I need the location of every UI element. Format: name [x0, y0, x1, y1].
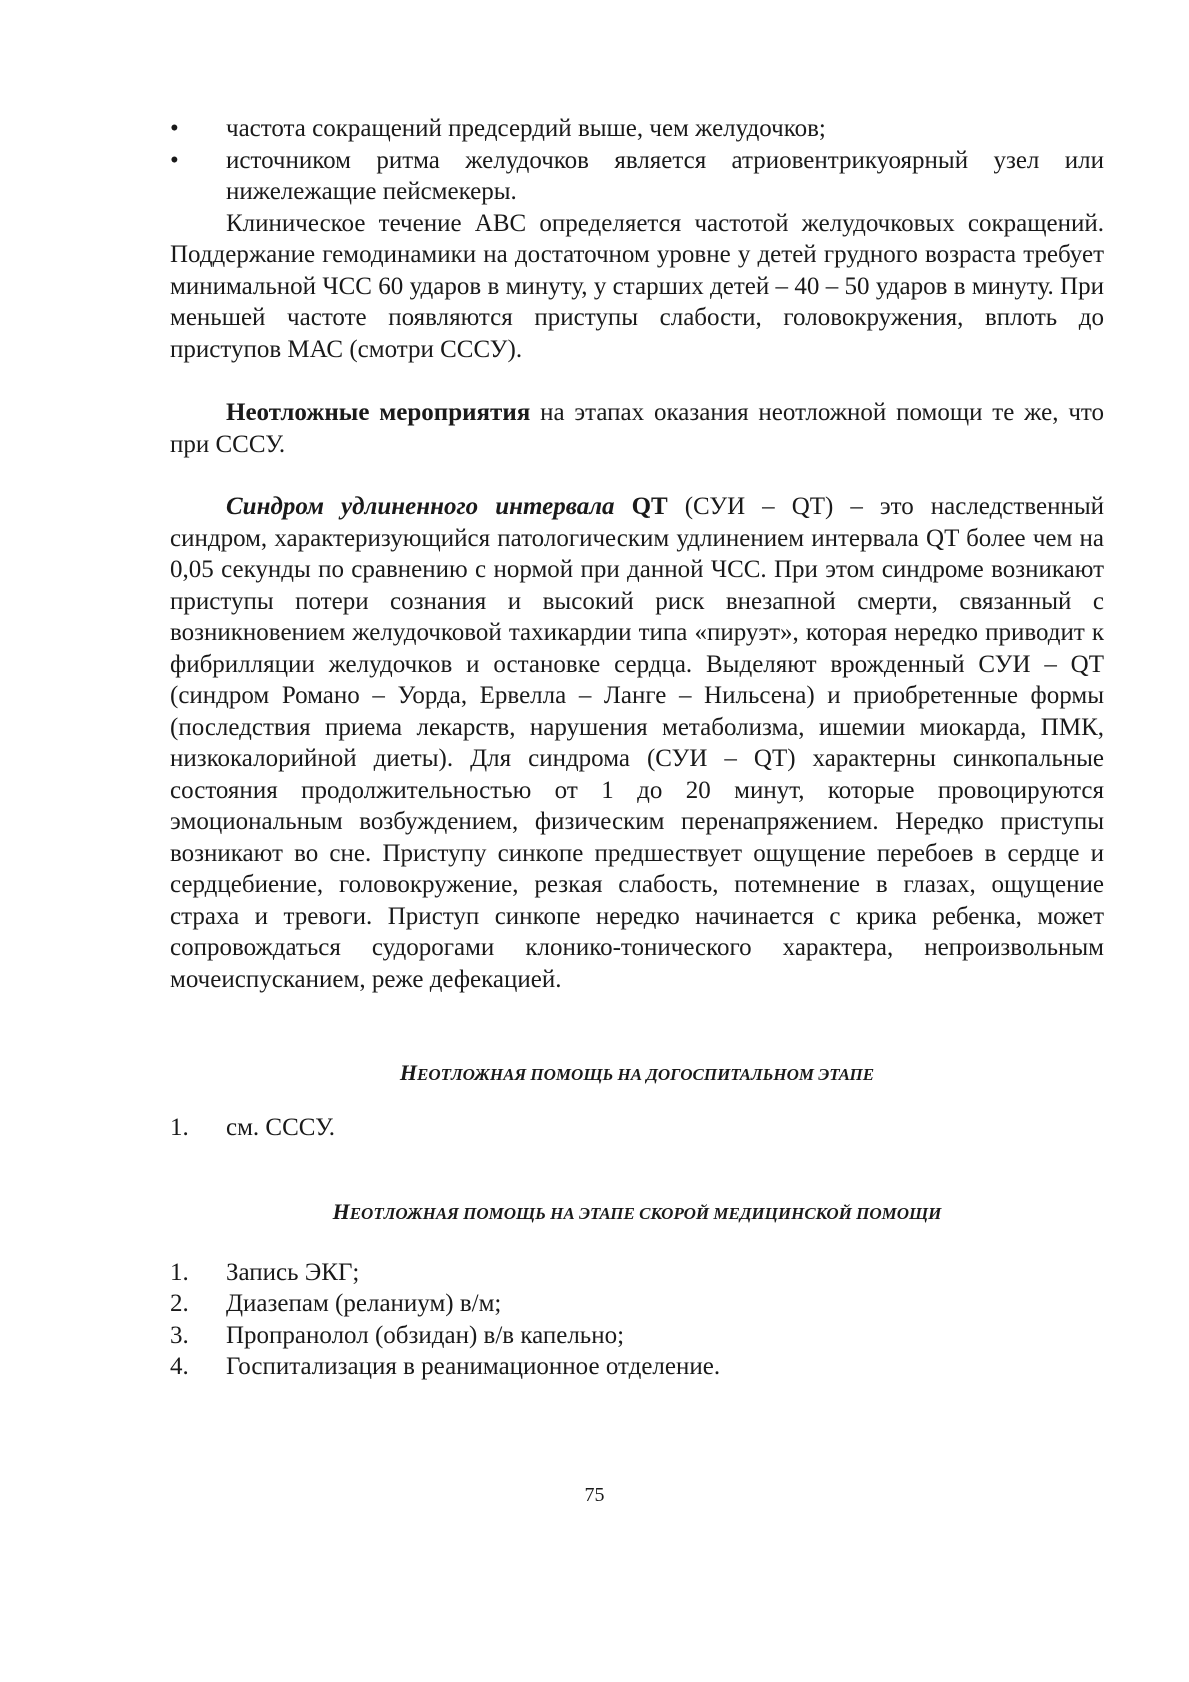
bullet-text: частота сокращений предсердий выше, чем желудочков;: [226, 115, 826, 142]
bullet-item: [170, 113, 1104, 145]
list-item-number: 3.: [170, 1321, 189, 1349]
heading-smallcaps: ЕОТЛОЖНАЯ ПОМОЩЬ НА ЭТАПЕ СКОРОЙ МЕДИЦИНСКОЙ ПОМОЩИ: [349, 1203, 942, 1223]
heading-ambulance-care: [170, 1196, 1104, 1229]
paragraph-clinical-course: Клиническое течение АВС определяется частотой желудочковых сокращений. Поддержание гемодинамики на достаточном уровне у детей грудного возраста требует минимальной ЧСС 60 ударов в минуту, у старших детей – 40 – 50 ударов в минуту. При меньшей частоте появляются приступы слабости, головокружения, вплоть до приступов МАС (смотри СССУ).: [170, 209, 1104, 363]
list-item-text: Запись ЭКГ;: [226, 1258, 360, 1286]
list-item-text: Госпитализация в реанимационное отделение.: [226, 1353, 721, 1380]
heading-smallcaps: ЕОТЛОЖНАЯ ПОМОЩЬ НА ДОГОСПИТАЛЬНОМ ЭТАПЕ: [417, 1065, 875, 1084]
list-item-number: 4.: [170, 1353, 189, 1380]
list-item: [170, 1288, 1104, 1320]
heading-initial: Н: [332, 1198, 350, 1224]
paragraph-long-qt-syndrome: [170, 491, 1104, 995]
list-prehospital: [170, 1112, 1104, 1144]
list-item-text: Диазепам (реланиум) в/м;: [226, 1290, 502, 1317]
list-item: [170, 1112, 1104, 1144]
bullet-list: [170, 113, 1104, 208]
bullet-text: источником ритма желудочков является атриовентрикуоярный узел или нижележащие пейсмекеры.: [226, 146, 1104, 205]
list-item-text: Пропранолол (обзидан) в/в капельно;: [226, 1321, 625, 1349]
heading-initial: Н: [399, 1060, 417, 1085]
heading-prehospital-care: [170, 1057, 1104, 1090]
list-item-text: см. СССУ.: [226, 1114, 335, 1141]
page-number: 75: [584, 1484, 605, 1506]
list-ambulance: [170, 1257, 1104, 1383]
list-item-number: 1.: [170, 1258, 189, 1286]
paragraph-emergency-measures: [170, 397, 1104, 460]
bullet-item: [170, 145, 1104, 208]
paragraph-emergency-measures-text: на этапах оказания неотложной помощи те же, что при СССУ.: [170, 399, 1104, 458]
list-item-number: 2.: [170, 1290, 189, 1317]
term-long-qt-syndrome: Синдром удлиненного интервала: [226, 493, 615, 520]
list-item: [170, 1257, 1104, 1289]
term-qt: QT: [614, 493, 668, 520]
bullet-marker: •: [170, 146, 179, 174]
list-item-number: 1.: [170, 1114, 189, 1141]
term-emergency-measures: Неотложные мероприятия: [226, 399, 531, 426]
list-item: [170, 1351, 1104, 1383]
list-item: [170, 1320, 1104, 1352]
paragraph-long-qt-syndrome-text: (СУИ – QT) – это наследственный синдром, характеризующийся патологическим удлинением интервала QT более чем на 0,05 секунды по сравнению с нормой при данной ЧСС. При этом синдроме возникают приступы потери сознания и высокий риск внезапной смерти, связанный с возникновением желудочковой тахикардии типа «пируэт», которая нередко приводит к фибрилляции желудочков и остановке сердца. Выделяют врожденный СУИ – QT (синдром Романо – Уорда, Ервелла – Ланге – Нильсена) и приобретенные формы (последствия приема лекарств, нарушения метаболизма, ишемии миокарда, ПМК, низкокалорийной диеты). Для синдрома (СУИ – QT) характерны синкопальные состояния продолжительностью от 1 до 20 минут, которые провоцируются эмоциональным возбуждением, физическим перенапряжением. Нередко приступы возникают во сне. Приступу синкопе предшествует ощущение перебоев в сердце и сердцебиение, головокружение, резкая слабость, потемнение в глазах, ощущение страха и тревоги. Приступ синкопе нередко начинается с крика ребенка, может сопровождаться судорогами клонико-тонического характера, непроизвольным мочеиспусканием, реже дефекацией.: [170, 493, 1105, 993]
page-content: [170, 113, 1104, 1383]
bullet-marker: •: [170, 115, 179, 142]
